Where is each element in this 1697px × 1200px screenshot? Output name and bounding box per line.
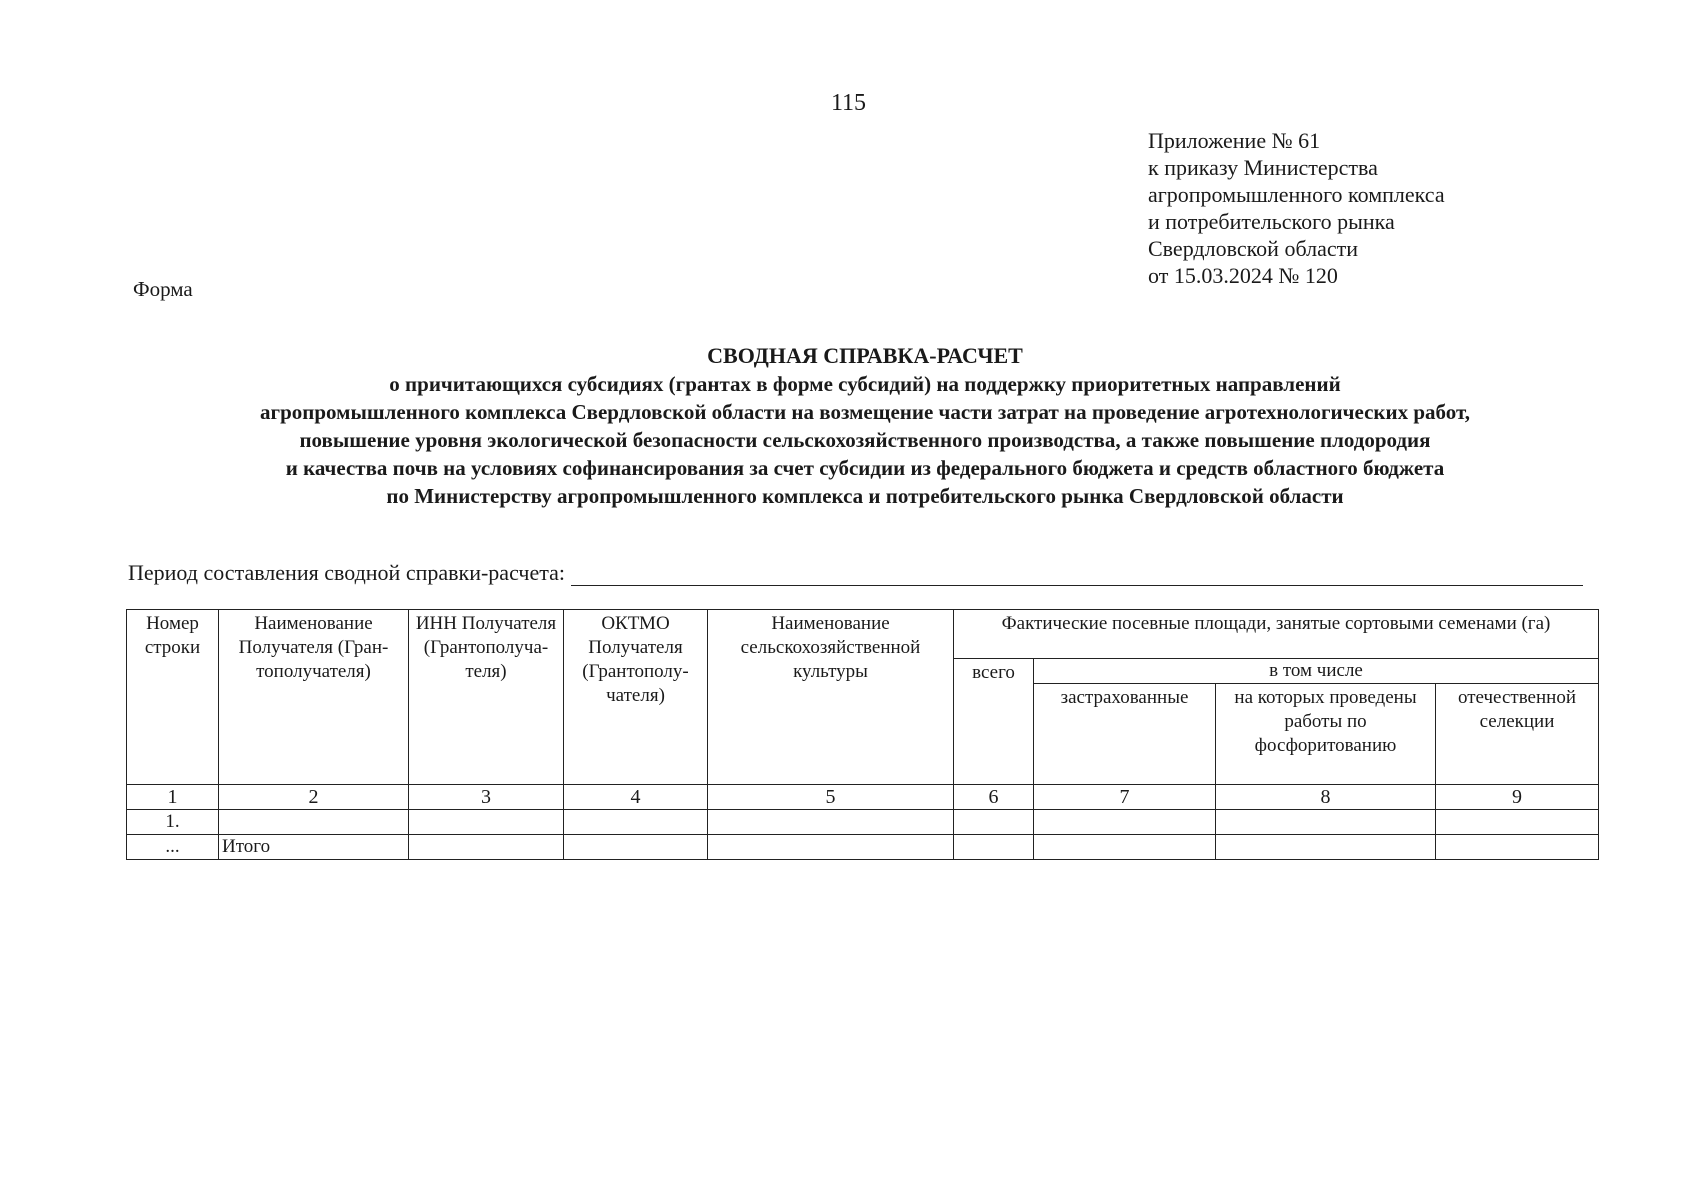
header-insured: застрахованные	[1034, 684, 1216, 785]
title-line: и качества почв на условиях софинансирования за счет субсидии из федерального бюджета и средств областного бюджета	[285, 456, 1445, 480]
total-label-cell: Итого	[219, 835, 409, 860]
empty-cell	[564, 810, 708, 835]
header-recipient-name: Наименование Получателя (Гран-тополучателя)	[219, 610, 409, 785]
column-number: 5	[708, 785, 954, 810]
appendix-line: от 15.03.2024 № 120	[1148, 263, 1338, 288]
appendix-line: к приказу Министерства	[1148, 155, 1378, 180]
empty-cell	[409, 810, 564, 835]
header-phosphorite: на которых проведены работы по фосфоритованию	[1216, 684, 1436, 785]
empty-cell	[1216, 835, 1436, 860]
period-label: Период составления сводной справки-расчета:	[128, 560, 565, 585]
table-row	[127, 835, 1599, 860]
empty-cell	[1436, 835, 1599, 860]
empty-cell	[954, 835, 1034, 860]
empty-cell	[1034, 810, 1216, 835]
column-number: 9	[1436, 785, 1599, 810]
empty-cell	[1034, 835, 1216, 860]
column-number: 8	[1216, 785, 1436, 810]
title-line: о причитающихся субсидиях (грантах в форме субсидий) на поддержку приоритетных направлений	[389, 372, 1341, 396]
page-number: 115	[830, 90, 867, 116]
column-number: 6	[954, 785, 1034, 810]
empty-cell	[954, 810, 1034, 835]
period-input-line[interactable]	[571, 559, 1583, 586]
header-total: всего	[954, 659, 1034, 785]
empty-cell	[708, 835, 954, 860]
empty-cell	[409, 835, 564, 860]
main-title: СВОДНАЯ СПРАВКА-РАСЧЕТ	[707, 343, 1023, 368]
header-domestic: отечественной селекции	[1436, 684, 1599, 785]
title-line: повышение уровня экологической безопасности сельскохозяйственного производства, а также повышение плодородия	[299, 428, 1431, 452]
header-inn: ИНН Получателя (Грантополуча-теля)	[409, 610, 564, 785]
appendix-line: Свердловской области	[1148, 236, 1358, 261]
appendix-block	[1148, 127, 1445, 289]
row-number-cell: 1.	[127, 810, 219, 835]
header-crop-name: Наименование сельскохозяйственной культуры	[708, 610, 954, 785]
appendix-line: Приложение № 61	[1148, 128, 1321, 153]
empty-cell	[1436, 810, 1599, 835]
empty-cell	[708, 810, 954, 835]
column-number: 3	[409, 785, 564, 810]
summary-table	[126, 609, 1599, 860]
title-line: агропромышленного комплекса Свердловской области на возмещение части затрат на проведение агротехнологических работ,	[260, 400, 1470, 424]
row-number-cell: ...	[127, 835, 219, 860]
empty-cell	[1216, 810, 1436, 835]
column-number: 4	[564, 785, 708, 810]
header-actual-areas: Фактические посевные площади, занятые сортовыми семенами (га)	[954, 610, 1599, 659]
recipient-cell	[219, 810, 409, 835]
header-including: в том числе	[1034, 659, 1599, 684]
title-line: по Министерству агропромышленного комплекса и потребительского рынка Свердловской области	[386, 484, 1344, 508]
column-number: 2	[219, 785, 409, 810]
header-row-number: Номер строки	[127, 610, 219, 785]
column-number: 7	[1034, 785, 1216, 810]
appendix-line: и потребительского рынка	[1148, 209, 1395, 234]
header-oktmo: ОКТМО Получателя (Грантополу-чателя)	[564, 610, 708, 785]
period-field	[128, 559, 1583, 586]
table-row	[127, 810, 1599, 835]
column-number: 1	[127, 785, 219, 810]
empty-cell	[564, 835, 708, 860]
document-title	[130, 342, 1600, 510]
form-label: Форма	[133, 277, 193, 301]
appendix-line: агропромышленного комплекса	[1148, 182, 1445, 207]
